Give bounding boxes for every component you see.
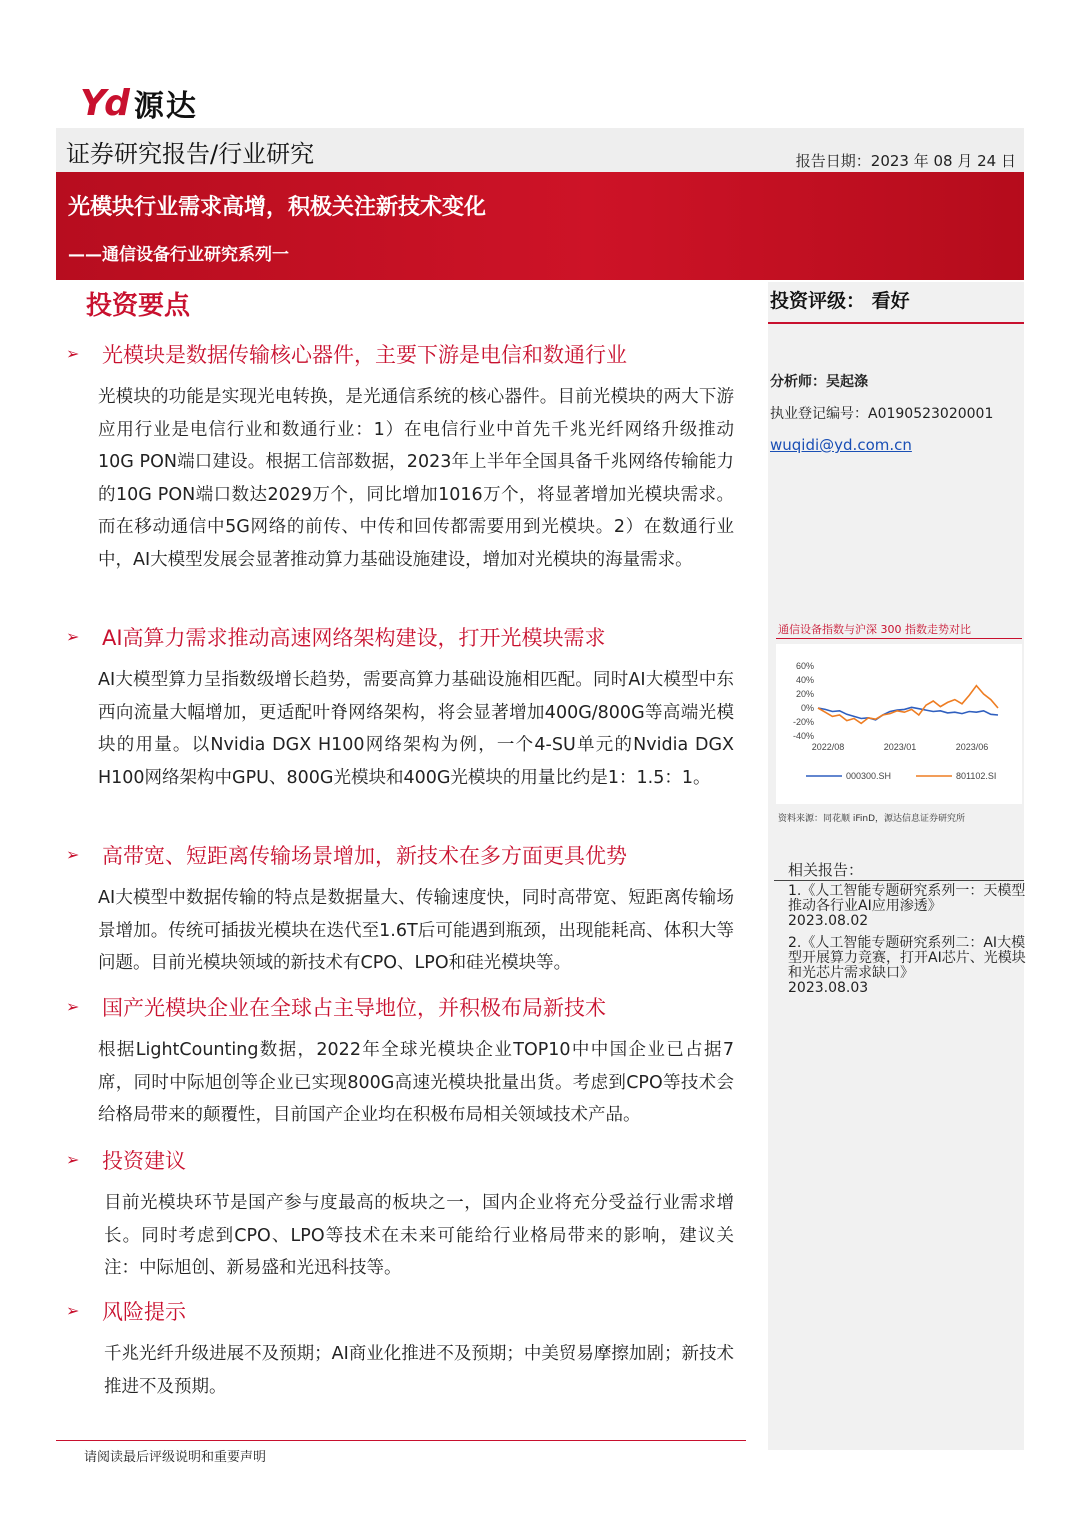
bullet-arrow-icon: ➢ [66, 1150, 80, 1169]
section-body: 目前光模块环节是国产参与度最高的板块之一，国内企业将充分受益行业需求增长。同时考虑到CPO、LPO等技术在未来可能给行业格局带来的影响，建议关注：中际旭创、新易盛和光迅科技等。 [104, 1193, 734, 1279]
logo-text: 源达 [133, 89, 198, 124]
y-tick-label: 0% [800, 703, 814, 713]
related-reports-title: 相关报告： [788, 861, 864, 879]
logo-mark: Yd [80, 82, 128, 124]
section-title: 光模块是数据传输核心器件，主要下游是电信和数通行业 [102, 343, 627, 367]
section-title: 高带宽、短距离传输场景增加，新技术在多方面更具优势 [102, 844, 627, 868]
bullet-arrow-icon: ➢ [66, 997, 80, 1016]
x-tick-label: 2022/08 [811, 742, 845, 752]
y-tick-label: 20% [795, 689, 814, 699]
report-date: 报告日期：2023 年 08 月 24 日 [795, 152, 1016, 170]
chart-divider [776, 638, 1022, 639]
index-chart [776, 644, 1022, 804]
related-reports-divider [774, 880, 1024, 881]
footer-disclaimer: 请阅读最后评级说明和重要声明 [84, 1450, 267, 1465]
section-title: AI高算力需求推动高速网络架构建设，打开光模块需求 [102, 626, 606, 650]
bullet-arrow-icon: ➢ [66, 1301, 80, 1320]
analyst-license: 执业登记编号：A0190523020001 [770, 406, 994, 422]
related-report-item[interactable] [788, 936, 1028, 996]
related-report-title: 2.《人工智能专题研究系列二：AI大模型开展算力竞赛，打开AI芯片、光模块和光芯片需求缺口》 [788, 935, 1026, 981]
section-title: 国产光模块企业在全球占主导地位，并积极布局新技术 [102, 996, 606, 1020]
company-logo [80, 82, 198, 124]
y-tick-label: -40% [792, 731, 814, 741]
series-line-000300.SH [818, 707, 998, 720]
investment-rating: 投资评级： 看好 [770, 290, 910, 312]
x-tick-label: 2023/01 [883, 742, 917, 752]
series-line-801102.SI [818, 686, 998, 724]
section-body: AI大模型算力呈指数级增长趋势，需要高算力基础设施相匹配。同时AI大模型中东西向流量大幅增加，更适配叶脊网络架构，将会显著增加400G/800G等高端光模块的用量。以Nvidia DGX H100网络架构为例，一个4-SU单元的Nvidia DGX H100网络架构中GPU、800G光模块和400G光模块的用量比约是1：1.5：1。 [98, 670, 734, 788]
chart-svg [776, 644, 1022, 804]
y-tick-label: -20% [792, 717, 814, 727]
analyst-name: 分析师：吴起涤 [770, 374, 868, 390]
related-report-date: 2023.08.03 [788, 980, 869, 996]
bullet-arrow-icon: ➢ [66, 845, 80, 864]
related-report-title: 1.《人工智能专题研究系列一：天模型推动各行业AI应用渗透》 [788, 883, 1026, 914]
report-subtitle: ——通信设备行业研究系列一 [68, 245, 289, 265]
related-report-item[interactable] [788, 884, 1028, 929]
rating-divider [768, 322, 1024, 324]
legend-label: 801102.SI [956, 771, 997, 781]
report-category: 证券研究报告/行业研究 [66, 140, 315, 168]
legend-label: 000300.SH [846, 771, 892, 781]
report-title: 光模块行业需求高增，积极关注新技术变化 [68, 195, 487, 220]
section-heading: 投资要点 [86, 291, 191, 321]
bullet-arrow-icon: ➢ [66, 627, 80, 646]
section-title: 风险提示 [102, 1300, 186, 1324]
section-body: AI大模型中数据传输的特点是数据量大、传输速度快，同时高带宽、短距离传输场景增加。传统可插拔光模块在迭代至1.6T后可能遇到瓶颈，出现能耗高、体积大等问题。目前光模块领域的新技术有CPO、LPO和硅光模块等。 [98, 888, 734, 974]
section-body: 光模块的功能是实现光电转换，是光通信系统的核心器件。目前光模块的两大下游应用行业是电信行业和数通行业：1）在电信行业中首先千兆光纤网络升级推动10G PON端口建设。根据工信部数据，2023年上半年全国具备千兆网络传输能力的10G PON端口数达2029万个，同比增加1016万个，将显著增加光模块需求。而在移动通信中5G网络的前传、中传和回传都需要用到光模块。2）在数通行业中，AI大模型发展会显著推动算力基础设施建设，增加对光模块的海量需求。 [98, 387, 734, 570]
section-title: 投资建议 [102, 1149, 186, 1173]
analyst-email-link[interactable]: wuqidi@yd.com.cn [770, 436, 912, 454]
related-report-date: 2023.08.02 [788, 913, 869, 929]
section-body: 根据LightCounting数据，2022年全球光模块企业TOP10中中国企业已占据7席，同时中际旭创等企业已实现800G高速光模块批量出货。考虑到CPO等技术会给格局带来的颠覆性，目前国产企业均在积极布局相关领域技术产品。 [98, 1040, 734, 1126]
y-tick-label: 40% [795, 675, 814, 685]
section-body: 千兆光纤升级进展不及预期；AI商业化推进不及预期；中美贸易摩擦加剧；新技术推进不及预期。 [104, 1344, 734, 1397]
chart-title: 通信设备指数与沪深 300 指数走势对比 [778, 623, 971, 636]
y-tick-label: 60% [795, 661, 814, 671]
x-tick-label: 2023/06 [955, 742, 989, 752]
bullet-arrow-icon: ➢ [66, 344, 80, 363]
footer-divider [56, 1440, 746, 1441]
chart-source: 资料来源：同花顺 iFinD，源达信息证券研究所 [778, 814, 966, 824]
